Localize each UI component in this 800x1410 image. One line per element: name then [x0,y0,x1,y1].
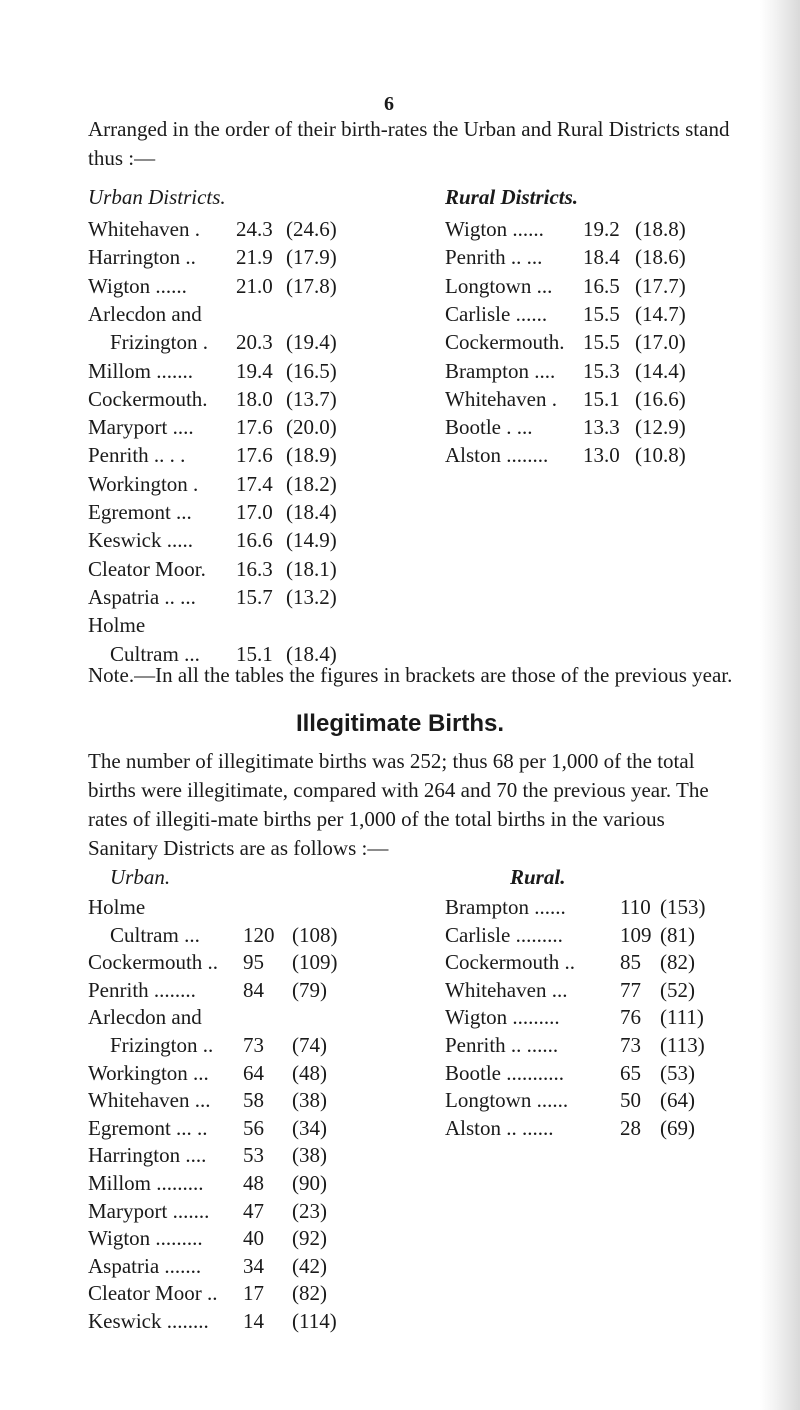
page-edge-shadow [760,0,800,1410]
table-row [445,300,745,328]
rural-birth-rate-table [445,215,745,475]
previous-year-value: (14.9) [286,528,337,553]
district-name: Brampton .... [445,358,556,383]
district-name: Wigton ...... [88,273,187,298]
table-row [88,555,388,583]
rate-value: 15.5 [583,301,620,326]
previous-year-value: (53) [660,1060,695,1085]
table-row [445,215,745,243]
district-name: Cleator Moor. [88,556,206,581]
rate-value: 40 [243,1226,264,1251]
district-name: Cultram ... [110,641,200,666]
previous-year-value: (17.0) [635,330,686,355]
rate-value: 17 [243,1281,264,1306]
previous-year-value: (42) [292,1253,327,1278]
district-name: Penrith ........ [88,977,196,1002]
table-row [88,1224,388,1252]
previous-year-value: (90) [292,1171,327,1195]
district-name: Aspatria .. ... [88,584,196,609]
district-name: Cultram ... [110,922,200,947]
table-row [88,583,388,611]
previous-year-value: (82) [660,950,695,975]
table-row [88,385,388,413]
district-name: Aspatria ....... [88,1253,202,1278]
previous-year-value: (34) [292,1115,327,1140]
district-name: Penrith .. . . [88,443,186,468]
rate-value: 13.0 [583,443,620,468]
urban-illegitimate-table [88,893,388,1343]
table-row [88,498,388,526]
district-name: Carlisle ......... [445,922,563,947]
rate-value: 16.3 [236,556,273,581]
rate-value: 120 [243,922,275,947]
table-row [445,272,745,300]
rate-value: 18.0 [236,386,273,411]
previous-year-value: (14.4) [635,358,686,383]
rate-value: 21.9 [236,245,273,270]
district-name: Longtown ... [445,273,553,298]
rate-value: 85 [620,950,641,975]
urban-heading: Urban. [110,865,171,889]
rate-value: 19.4 [236,358,273,383]
table-row [445,1059,745,1087]
previous-year-value: (13.2) [286,584,337,609]
rate-value: 17.6 [236,415,273,440]
rural-illegitimate-table [445,893,745,1153]
table-row [88,1169,388,1197]
district-name: Millom ......... [88,1171,204,1195]
rate-value: 76 [620,1005,641,1030]
rate-value: 84 [243,977,264,1002]
rate-value: 56 [243,1115,264,1140]
previous-year-value: (18.4) [286,641,337,666]
rate-value: 24.3 [236,217,273,241]
previous-year-value: (18.1) [286,556,337,581]
district-name: Penrith .. ... [445,245,543,270]
rate-value: 20.3 [236,330,273,355]
previous-year-value: (69) [660,1115,695,1140]
row-name-line1: Holme [88,895,146,919]
table-row [88,243,388,271]
previous-year-value: (113) [660,1033,705,1057]
rate-value: 18.4 [583,245,620,270]
district-name: Whitehaven . [88,217,200,241]
table-row [88,921,388,949]
rate-value: 13.3 [583,415,620,440]
previous-year-value: (10.8) [635,443,686,468]
table-row [88,1114,388,1142]
rate-value: 19.2 [583,217,620,241]
table-row [445,413,745,441]
previous-year-value: (23) [292,1198,327,1223]
previous-year-value: (79) [292,977,327,1002]
table-row [445,948,745,976]
table-row [88,357,388,385]
district-name: Cockermouth .. [445,950,576,975]
table-row [88,1252,388,1280]
table-row [445,357,745,385]
table-row [88,1086,388,1114]
previous-year-value: (92) [292,1226,327,1251]
previous-year-value: (17.8) [286,273,337,298]
table-row [445,921,745,949]
table-row [445,1031,745,1059]
rate-value: 16.5 [583,273,620,298]
urban-districts-heading: Urban Districts. [88,185,226,209]
rate-value: 16.6 [236,528,273,553]
table-row [445,893,745,921]
district-name: Harrington .... [88,1143,207,1168]
table-row [445,976,745,1004]
previous-year-value: (74) [292,1033,327,1057]
district-name: Whitehaven ... [88,1088,211,1113]
rate-value: 15.7 [236,584,273,609]
previous-year-value: (12.9) [635,415,686,440]
table-row [88,441,388,469]
table-row [88,1197,388,1225]
rate-value: 15.1 [236,641,273,666]
district-name: Wigton ...... [445,217,544,241]
row-name-line1: Arlecdon and [88,301,202,326]
district-name: Wigton ......... [88,1226,203,1251]
table-row [88,526,388,554]
district-name: Workington . [88,471,199,496]
district-name: Cockermouth .. [88,950,219,975]
district-name: Maryport ....... [88,1198,210,1223]
table-row [88,976,388,1004]
illegitimate-births-heading: Illegitimate Births. [295,710,505,737]
table-row [445,243,745,271]
table-row [445,328,745,356]
table-row [88,1279,388,1307]
district-name: Millom ....... [88,358,194,383]
district-name: Keswick ..... [88,528,193,553]
previous-year-value: (16.6) [635,386,686,411]
previous-year-value: (18.4) [286,500,337,524]
district-name: Carlisle ...... [445,301,548,326]
previous-year-value: (13.7) [286,386,337,411]
rate-value: 48 [243,1171,264,1195]
rate-value: 50 [620,1088,641,1113]
previous-year-value: (114) [292,1309,337,1333]
district-name: Alston ........ [445,443,549,468]
district-name: Whitehaven . [445,386,557,411]
rate-value: 17.4 [236,471,273,496]
illegitimate-paragraph: The number of illegitimate births was 252; thus 68 per 1,000 of the total births were illegitimate, compared with 264 and 70 the previous year. The rates of illegiti-mate births per 1,000 of the total births in the various Sanitary Districts are as follows :— [88,749,709,860]
previous-year-value: (18.2) [286,471,337,496]
rate-value: 47 [243,1198,264,1223]
previous-year-value: (14.7) [635,301,686,326]
previous-year-value: (153) [660,895,706,919]
rate-value: 17.6 [236,443,273,468]
table-row [445,1086,745,1114]
previous-year-value: (52) [660,977,695,1002]
table-row [88,1059,388,1087]
rate-value: 73 [243,1033,264,1057]
previous-year-value: (108) [292,922,338,947]
table-row [88,413,388,441]
district-name: Harrington .. [88,245,196,270]
district-name: Cockermouth. [445,330,565,355]
district-name: Brampton ...... [445,895,566,919]
previous-year-value: (64) [660,1088,695,1113]
district-name: Keswick ........ [88,1309,209,1333]
table-row [88,328,388,356]
rate-value: 58 [243,1088,264,1113]
rate-value: 28 [620,1115,641,1140]
rate-value: 109 [620,922,652,947]
table-row [88,272,388,300]
rate-value: 95 [243,950,264,975]
page-number: 6 [384,93,394,115]
district-name: Penrith .. ...... [445,1033,559,1057]
row-name-line1: Holme [88,613,146,638]
urban-birth-rate-table [88,215,388,665]
rural-heading: Rural. [510,865,566,889]
rate-value: 34 [243,1253,264,1278]
rate-value: 65 [620,1060,641,1085]
rate-value: 77 [620,977,641,1002]
district-name: Cleator Moor .. [88,1281,218,1306]
rate-value: 64 [243,1060,264,1085]
previous-year-value: (18.9) [286,443,337,468]
row-name-line1: Arlecdon and [88,1005,202,1030]
district-name: Workington ... [88,1060,209,1085]
previous-year-value: (38) [292,1143,327,1168]
rate-value: 15.3 [583,358,620,383]
table-row [88,1031,388,1059]
previous-year-value: (20.0) [286,415,337,440]
table-row [445,1114,745,1142]
district-name: Frizington .. [110,1033,214,1057]
previous-year-value: (18.6) [635,245,686,270]
previous-year-value: (19.4) [286,330,337,355]
table-row [88,1141,388,1169]
district-name: Egremont ... .. [88,1115,208,1140]
district-name: Bootle . ... [445,415,533,440]
district-name: Frizington . [110,330,208,355]
previous-year-value: (111) [660,1005,704,1030]
previous-year-value: (81) [660,922,695,947]
district-name: Maryport .... [88,415,194,440]
table-row [88,1307,388,1335]
rate-value: 73 [620,1033,641,1057]
previous-year-value: (48) [292,1060,327,1085]
previous-year-value: (17.7) [635,273,686,298]
district-name: Cockermouth. [88,386,208,411]
rate-value: 15.5 [583,330,620,355]
table-row [445,441,745,469]
district-name: Egremont ... [88,500,192,524]
previous-year-value: (82) [292,1281,327,1306]
previous-year-value: (16.5) [286,358,337,383]
rate-value: 17.0 [236,500,273,524]
rate-value: 15.1 [583,386,620,411]
district-name: Whitehaven ... [445,977,568,1002]
previous-year-value: (24.6) [286,217,337,241]
rate-value: 14 [243,1309,264,1333]
previous-year-value: (38) [292,1088,327,1113]
district-name: Alston .. ...... [445,1115,554,1140]
rate-value: 21.0 [236,273,273,298]
previous-year-value: (18.8) [635,217,686,241]
table-row [445,385,745,413]
rural-districts-heading: Rural Districts. [445,185,579,209]
intro-paragraph: Arranged in the order of their birth-rates the Urban and Rural Districts stand thus :— [88,117,730,170]
rate-value: 110 [620,895,651,919]
previous-year-value: (17.9) [286,245,337,270]
previous-year-value: (109) [292,950,338,975]
table-row [88,215,388,243]
district-name: Longtown ...... [445,1088,569,1113]
table-row [445,1003,745,1031]
rate-value: 53 [243,1143,264,1168]
table-row [88,470,388,498]
district-name: Wigton ......... [445,1005,560,1030]
table-row [88,948,388,976]
note-paragraph: Note.—In all the tables the figures in brackets are those of the previous year. [88,663,733,687]
district-name: Bootle ........... [445,1060,564,1085]
